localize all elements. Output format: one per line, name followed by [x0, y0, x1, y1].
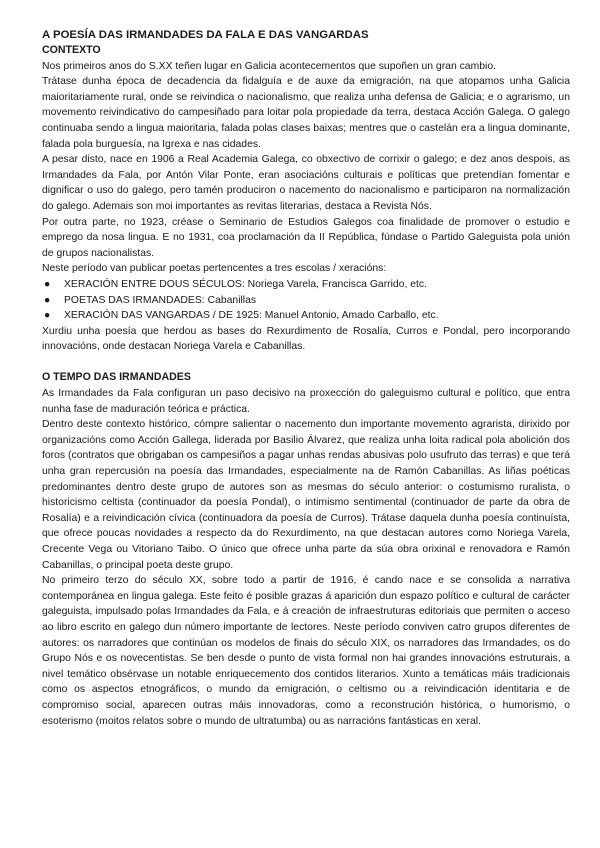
section-heading-contexto: CONTEXTO — [42, 44, 101, 56]
document-title: A POESÍA DAS IRMANDADES DA FALA E DAS VANGARDAS — [42, 29, 369, 41]
bullet-icon: ● — [44, 278, 51, 290]
list-item-text: POETAS DAS IRMANDADES: Cabanillas — [64, 294, 257, 306]
section-spacer — [42, 355, 570, 371]
list-item-text: XERACIÓN DAS VANGARDAS / DE 1925: Manuel Antonio, Amado Carballo, etc. — [64, 310, 439, 322]
list-item-text: XERACIÓN ENTRE DOUS SÉCULOS: Noriega Varela, Francisca Garrido, etc. — [64, 278, 428, 290]
paragraph: No primeiro terzo do século XX, sobre todo a partir de 1916, é cando nace e se consolida a narrativa contemporánea en lingua galega. Este feito é posible grazas á aparición dun espazo político e cultural de carácter galeguista, impulsado polas Irmandades da Fala, e á creación de infraestruturas editoriais que permiten o acceso ao libro escrito en galego dun número importante de lectores. Neste período conviven catro grupos diferentes de autores: os narradores que continúan os modelos de finais do século XIX, os narradores das Irmandades, os do Grupo Nós e os novecentistas. Se ben desde o punto de vista formal non hai grandes innovacións estruturais, a nivel temático obsérvase un notable enriquecemento dos contidos literarios. Xunto a temáticas máis tradicionais como os aspectos etnográficos, o mundo da emigración, o celtismo ou a reivindicación identitaria e de compromiso social, aparecen outras máis innovadoras, como a reconstrución histórica, o humorismo, o esoterismo (moitos relatos sobre o mundo de ultratumba) ou as narracións fantásticas en xeral. — [42, 575, 570, 727]
list-item — [42, 293, 570, 309]
bullet-icon: ● — [44, 310, 51, 322]
paragraph: Dentro deste contexto histórico, cómpre salientar o nacemento dun importante movemento agrarista, dirixido por organizacións como Acción Gallega, liderada por Basilio Álvarez, que realiza unha loita radical pola abolición dos foros (contratos que obrigaban os campesiños a pagar unhas rendas abusivas polo usufruto das terras) e que terá unha gran repercusión na poesía das Irmandades, especialmente na de Ramón Cabanillas. As liñas poéticas predominantes dentro deste grupo de autores son as mesmas do século anterior: o costumismo ruralista, o historicismo celtista (continuador da poesía Pondal), o intimismo sentimental (continuador de parte da obra de Rosalía) e a reivindicación cívica (continuadora da poesía de Curros). Trátase daquela dunha poesía continuísta, que ofrece poucas novidades a respecto da do Rexurdimento, na que destacan autores como Noriega Varela, Crecente Vega ou Vitoriano Taibo. O único que ofrece unha parte da súa obra orixinal e renovadora e Ramón Cabanillas, o principal poeta deste grupo. — [42, 419, 570, 571]
paragraph: Por outra parte, no 1923, créase o Seminario de Estudios Galegos coa finalidade de promover o estudio e emprego da nosa lingua. E no 1931, coa proclamación da II República, fúndase o Partido Galeguista pola unión de grupos nacionalistas. — [42, 216, 570, 259]
paragraph: A pesar disto, nace en 1906 a Real Academia Galega, co obxectivo de corrixir o galego; e dez anos despois, as Irmandades da Fala, por Antón Vilar Ponte, eran asociacións culturais e políticas que pretendían fomentar e dignificar o uso do galego, pero tamén produciron o nacemento do nacionalismo e participaron na normalización do galego. Ademais son moi importantes as revitas literarias, destaca a Revista Nós. — [42, 154, 570, 212]
paragraph: Trátase dunha época de decadencia da fidalguía e de auxe da emigración, na que atopamos unha Galicia maioritariamente rural, onde se reivindica o nacionalismo, que realiza unha defensa de Galicia; e o agrarismo, un movemento reivindicativo do campesiñado para loitar pola propiedade da terra, destaca Acción Galega. O galego continuaba sendo a lingua maioritaria, falada polas clases baixas; mentres que o castelán era a lingua dominante, falada pola burguesía, na Igrexa e nas cidades. — [42, 76, 570, 150]
paragraph: Xurdiu unha poesía que herdou as bases do Rexurdimento de Rosalía, Curros e Pondal, pero incorporando innovacións, onde destacan Noriega Varela e Cabanillas. — [42, 325, 570, 353]
paragraph: Neste período van publicar poetas pertencentes a tres escolas / xeracións: — [42, 263, 387, 275]
paragraph: As Irmandades da Fala configuran un paso decisivo na proxección do galeguismo cultural e político, que entra nunha fase de maduración teórica e práctica. — [42, 388, 570, 415]
section-heading-tempo-irmandades: O TEMPO DAS IRMANDADES — [42, 371, 191, 384]
generations-list — [42, 277, 570, 324]
bullet-icon: ● — [44, 294, 51, 306]
paragraph: Nos primeiros anos do S.XX teñen lugar en Galicia acontecementos que supoñen un gran cambio. — [42, 60, 496, 72]
list-item — [42, 277, 570, 293]
list-item — [42, 308, 570, 324]
